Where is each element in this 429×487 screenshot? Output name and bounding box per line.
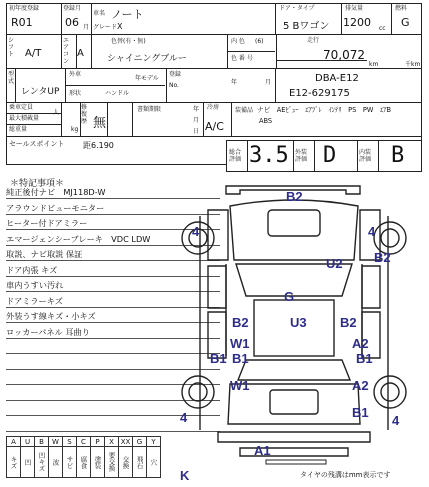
damage-mark: A1	[254, 443, 271, 458]
damage-mark: 4	[180, 410, 188, 425]
damage-mark: B1	[352, 405, 369, 420]
note-line: ドアミラーキズ	[6, 295, 220, 308]
doc-label: 書類期限	[137, 106, 162, 113]
load-unit: kg	[71, 126, 79, 133]
grade-value: X	[117, 22, 123, 31]
damage-mark: U3	[290, 315, 307, 330]
capacity-label: 乗車定員	[9, 104, 34, 111]
repair-label: 修復歴	[81, 104, 88, 125]
legend-meaning: 波	[49, 447, 63, 478]
month-unit: 月	[83, 24, 90, 31]
damage-mark: 4	[392, 413, 400, 428]
legend-code: W	[49, 437, 63, 447]
damage-mark: W1	[230, 336, 250, 351]
cooler-value: A/C	[205, 120, 224, 133]
exterior-score-value: D	[323, 143, 337, 168]
type-value: レンタUP	[21, 87, 60, 97]
load-label: 最大積載量	[9, 115, 40, 122]
interior-score-value: B	[391, 143, 405, 168]
interior-color-label: 内 色	[231, 38, 245, 45]
color-no-hint: (6)	[255, 38, 264, 45]
legend-code: U	[21, 437, 35, 447]
equip-value-abs: ABS	[259, 117, 273, 125]
legend-code: Y	[147, 437, 161, 447]
damage-mark: B2	[374, 250, 391, 265]
displacement-label: 排気量	[345, 5, 364, 12]
shift-value: A/T	[25, 48, 42, 59]
damage-mark: G	[284, 289, 295, 304]
damage-mark: B2	[286, 189, 303, 204]
note-line: 純正後付ナビ MJ118D-W	[6, 186, 220, 199]
damage-mark: W1	[230, 378, 250, 393]
legend-code: XX	[119, 437, 133, 447]
car-name-value: ノート	[111, 8, 144, 21]
first-reg-value: R01	[11, 16, 33, 29]
legend-meaning: 要交換	[105, 447, 119, 478]
legend-code: P	[91, 437, 105, 447]
overall-score-value: 3.5	[249, 143, 289, 168]
damage-mark: B1	[210, 351, 227, 366]
note-line: 車内うすい汚れ	[6, 279, 220, 292]
legend-meaning: キズ	[7, 447, 21, 478]
legend-code: B	[35, 437, 49, 447]
legend-meaning: 塗装	[91, 447, 105, 478]
damage-mark: B2	[340, 315, 357, 330]
legend-meaning: 腐食	[77, 447, 91, 478]
damage-mark: A2	[352, 378, 369, 393]
reg-no-label: No.	[169, 82, 179, 89]
note-line: ロッカーパネル 耳曲り	[6, 326, 220, 339]
equip-value: ナビ AEﾋﾞｭｰ ｴｱﾌﾞﾚ ｲﾝﾃﾘ PS PW ｴｱB	[257, 106, 392, 114]
note-line: アラウンドビューモニター	[6, 202, 220, 215]
exterior-score-label: 外装 評価	[295, 149, 308, 163]
year-unit: 年	[231, 79, 238, 86]
doc-month-unit: 月	[193, 117, 200, 124]
note-line: ヒーター付ドアミラー	[6, 217, 220, 230]
doc-year-unit: 年	[193, 106, 200, 113]
repair-value: 無	[93, 116, 107, 131]
reg-label: 登録	[169, 71, 182, 78]
note-line: 外装うす線キズ・小キズ	[6, 310, 220, 323]
mileage-unit-km: km	[369, 61, 379, 68]
fuel-value: G	[401, 16, 410, 29]
note-line: ドア内張 キズ	[6, 264, 220, 277]
first-reg-label: 初年度登録	[9, 5, 40, 12]
mileage-unit-thousand: 千km	[405, 61, 421, 68]
damage-mark: B1	[232, 351, 249, 366]
displacement-unit: cc	[379, 25, 386, 32]
legend-meaning: 穴	[147, 447, 161, 478]
car-name-label: 車名	[93, 10, 106, 17]
damage-mark: B1	[356, 351, 373, 366]
shape-label: 形状	[69, 90, 82, 97]
legend-code: C	[77, 437, 91, 447]
legend-meaning: サビ	[63, 447, 77, 478]
sales-point-label: セールスポイント	[9, 140, 65, 148]
score-panel	[226, 140, 422, 172]
tire-note: タイヤの残溝はmm表示です	[300, 471, 391, 479]
legend-code: X	[105, 437, 119, 447]
displacement-value: 1200	[343, 16, 371, 29]
legend-meaning: 飛石	[133, 447, 147, 478]
legend-code: A	[7, 437, 21, 447]
damage-mark: A2	[352, 336, 369, 351]
exterior-label: 外車	[69, 71, 82, 78]
damage-mark: 4	[192, 224, 200, 239]
doc-day-unit: 日	[193, 128, 200, 135]
legend-meaning: 凹	[21, 447, 35, 478]
ac-value: A	[77, 48, 84, 59]
fuel-label: 燃料	[395, 5, 408, 12]
damage-mark: 4	[368, 224, 376, 239]
color-value: シャイニングブルー	[107, 54, 187, 64]
sales-point-value: 距6.190	[83, 141, 114, 150]
person-unit: 人	[53, 109, 60, 116]
damage-mark: K	[180, 468, 190, 483]
damage-legend	[6, 436, 161, 478]
cooler-label: 冷房	[207, 104, 220, 111]
model-code: DBA-E12	[315, 73, 359, 84]
handle-label: ハンドル	[105, 90, 130, 97]
mileage-value: 70,072	[323, 48, 365, 62]
reg-month-value: 06	[65, 16, 79, 29]
legend-code: G	[133, 437, 147, 447]
overall-score-label: 総合 評価	[229, 149, 242, 163]
notes-title: ＊特記事項＊	[10, 179, 65, 189]
legend-meaning: 交換	[119, 447, 133, 478]
door-type-value: 5 Bワゴン	[283, 21, 330, 32]
damage-mark: U2	[326, 256, 343, 271]
color-label: 色替(有・無)	[111, 38, 146, 45]
chassis-no: E12-629175	[289, 88, 350, 99]
shift-label: シフト	[8, 37, 15, 58]
note-line: 取説、ナビ取説 保証	[6, 248, 220, 261]
legend-meaning: 凹キズ	[35, 447, 49, 478]
type-label: 型式	[8, 71, 15, 85]
month-unit-r3: 月	[265, 79, 272, 86]
color-no-label: 色 番 号	[231, 55, 253, 62]
reg-month-label: 登録月	[63, 5, 82, 12]
legend-code: S	[63, 437, 77, 447]
note-line: エマージェンシーブレーキ VDC LDW	[6, 233, 220, 246]
total-weight-label: 総重量	[9, 126, 28, 133]
grade-label: グレード	[93, 24, 118, 31]
ac-label: エアコン	[63, 37, 70, 65]
door-type-label: ドア・タイプ	[279, 5, 315, 12]
interior-score-label: 内装 評価	[359, 149, 372, 163]
mileage-label: 走行	[307, 37, 320, 44]
year-model-label: 年モデル	[135, 75, 159, 82]
damage-mark: B2	[232, 315, 249, 330]
equip-label: 装備品	[235, 107, 254, 114]
